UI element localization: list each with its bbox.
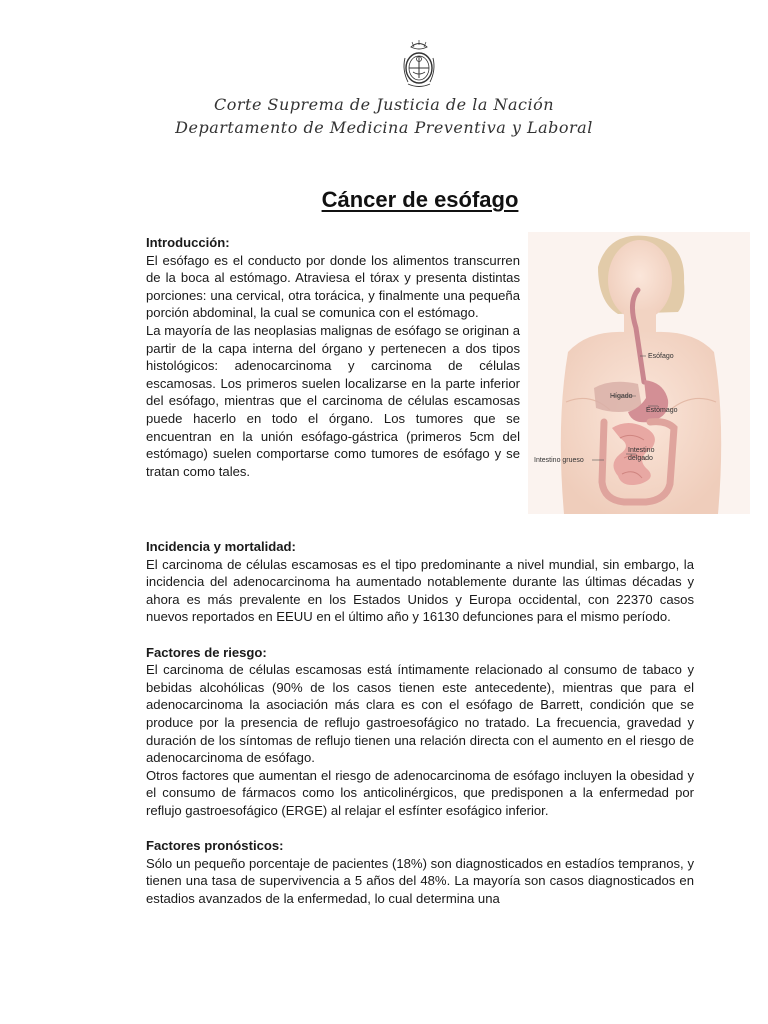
risk-heading: Factores de riesgo: — [146, 644, 267, 660]
label-esophagus: Esófago — [648, 353, 674, 360]
introduction-paragraph-2: La mayoría de las neoplasias malignas de esófago se originan a partir de la capa interna del órgano y pertenecen a dos tipos histológicos: adenocarcinoma y carcinoma de células escamosas. Los primeros suelen localizarse en la parte inferior del esófago, mientras que el carcinoma de células escamosas puede hacerlo en todo el órgano. Los tumores que se encuentran en la unión esófago-gástrica (primeros 5cm del estómago) suelen comportarse como tumores de esófago y se tratan como tales. — [146, 322, 520, 479]
anatomy-illustration — [528, 232, 750, 514]
incidence-heading: Incidencia y mortalidad: — [146, 539, 296, 554]
incidence-paragraph: El carcinoma de células escamosas es el tipo predominante a nivel mundial, sin embargo, la incidencia del adenocarcinoma ha aumentado notablemente durante las últimas décadas y ahora es más prevalente en los Estados Unidos y Europa occidental, con 22370 casos nuevos reportados en EEUU en el último año y 16130 defunciones para el mismo período. — [146, 556, 694, 625]
label-liver: Hígado — [610, 393, 633, 400]
document-title: Cáncer de esófago — [321, 187, 519, 212]
label-large-intestine: Intestino grueso — [534, 457, 584, 464]
label-small-intestine-2: delgado — [628, 455, 653, 462]
label-stomach: Estómago — [646, 407, 678, 414]
prognosis-paragraph: Sólo un pequeño porcentaje de pacientes (18%) son diagnosticados en estadíos tempranos, y tienen una tasa de supervivencia a 5 años del 48%. La mayoría son casos diagnosticados en estadios avanzados de la enfermedad, lo cual determina una — [146, 855, 694, 906]
risk-paragraph-1: El carcinoma de células escamosas está íntimamente relacionado al consumo de tabaco y bebidas alcohólicas (90% de los casos tienen este antecedente), mientras que para el adenocarcinoma la asociación más clara es con el esófago de Barrett, condición que se produce por la presencia de reflujo gastroesofágico no tratado. La frecuencia, gravedad y duración de los síntomas de reflujo tienen una relación directa con el aumento en el riesgo de adenocarcinoma de esófago. — [146, 662, 694, 766]
introduction-paragraph-1: El esófago es el conducto por donde los alimentos transcurren de la boca al estómago. Atraviesa el tórax y presenta distintas porciones: una cervical, otra torácica, y finalmente una pequeña porción abdominal, la cual se comunica con el estómago. — [146, 252, 520, 321]
risk-paragraph-2: Otros factores que aumentan el riesgo de adenocarcinoma de esófago incluyen la obesidad y el consumo de fármacos como los anticolinérgicos, que predisponen a la enfermedad por reflujo gastroesofágico (ERGE) al relajar el esfínter esofágico inferior. — [146, 767, 694, 818]
label-small-intestine-1: Intestino — [628, 447, 655, 454]
letterhead-department: Departamento de Medicina Preventiva y Laboral — [175, 118, 593, 137]
head — [608, 240, 672, 320]
section-introduction — [146, 234, 520, 480]
prognosis-heading: Factores pronósticos: — [146, 838, 284, 854]
document-body — [146, 538, 694, 907]
introduction-heading: Introducción: — [146, 235, 230, 250]
national-seal-icon — [400, 40, 438, 90]
letterhead-institution: Corte Suprema de Justicia de la Nación — [214, 95, 554, 114]
